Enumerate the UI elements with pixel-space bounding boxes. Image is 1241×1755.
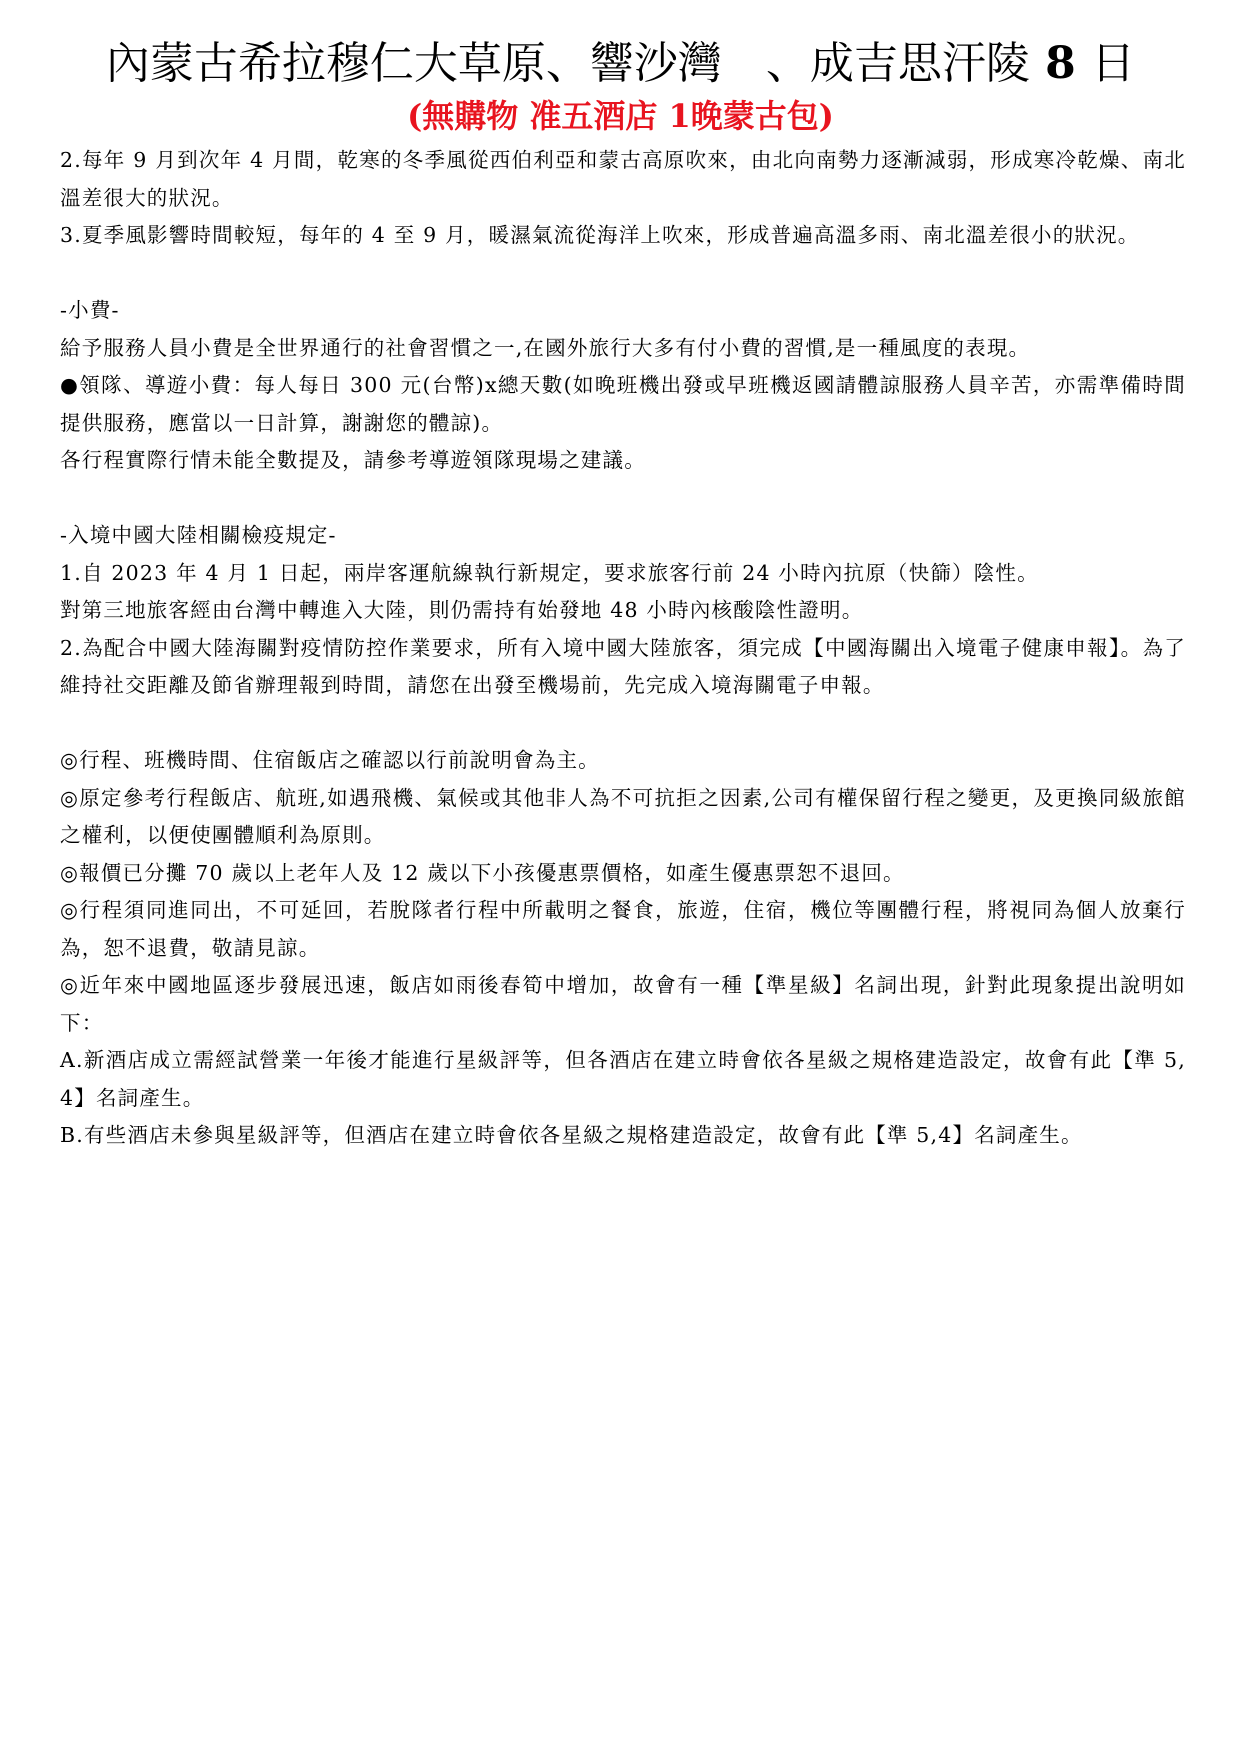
quarantine-paragraph-3: 2.為配合中國大陸海關對疫情防控作業要求，所有入境中國大陸旅客，須完成【中國海關出入境電子健康申報】。為了維持社交距離及節省辦理報到時間，請您在出發至機場前，先完成入境海關電子申報。 xyxy=(60,635,1186,697)
note-4: ◎行程須同進同出，不可延回，若脫隊者行程中所載明之餐食，旅遊，住宿，機位等團體行程，將視同為個人放棄行為，恕不退費，敬請見諒。 xyxy=(60,898,1186,960)
page-subtitle: (無購物 准五酒店 1晚蒙古包) xyxy=(407,97,834,135)
document-body xyxy=(60,142,1186,1155)
quarantine-heading: -入境中國大陸相關檢疫規定- xyxy=(60,523,337,547)
note-1: ◎行程、班機時間、住宿飯店之確認以行前說明會為主。 xyxy=(60,748,600,772)
quarantine-paragraph-1: 1.自 2023 年 4 月 1 日起，兩岸客運航線執行新規定，要求旅客行前 24 小時內抗原（快篩）陰性。 xyxy=(60,560,1039,585)
tips-heading: -小費- xyxy=(60,298,120,322)
title-text: 內蒙古希拉穆仁大草原、響沙灣 、成吉思汗陵 xyxy=(105,38,1030,89)
note-5: ◎近年來中國地區逐步發展迅速，飯店如雨後春筍中增加，故會有一種【準星級】名詞出現，針對此現象提出說明如下： xyxy=(60,973,1186,1035)
tips-paragraph-2: ●領隊、導遊小費：每人每日 300 元(台幣)x總天數(如晚班機出發或早班機返國請體諒服務人員辛苦，亦需準備時間提供服務，應當以一日計算，謝謝您的體諒)。 xyxy=(60,373,1186,435)
tips-paragraph-1: 給予服務人員小費是全世界通行的社會習慣之一,在國外旅行大多有付小費的習慣,是一種風度的表現。 xyxy=(60,335,1031,360)
note-3: ◎報價已分攤 70 歲以上老年人及 12 歲以下小孩優惠票價格，如產生優惠票恕不退回。 xyxy=(60,860,905,885)
section-spacer xyxy=(60,480,1186,518)
note-5-item-b: B.有些酒店未參與星級評等，但酒店在建立時會依各星級之規格建造設定，故會有此【準 5,4】名詞產生。 xyxy=(60,1123,1083,1147)
page-title xyxy=(0,36,1241,92)
note-2: ◎原定參考行程飯店、航班,如遇飛機、氣候或其他非人為不可抗拒之因素,公司有權保留行程之變更，及更換同級旅館之權利，以便使團體順利為原則。 xyxy=(60,785,1186,847)
climate-paragraph-3: 3.夏季風影響時間較短，每年的 4 至 9 月，暖濕氣流從海洋上吹來，形成普遍高溫多雨、南北溫差很小的狀況。 xyxy=(60,223,1140,247)
title-days-number: 8 xyxy=(1029,38,1092,89)
quarantine-paragraph-2: 對第三地旅客經由台灣中轉進入大陸，則仍需持有始發地 48 小時內核酸陰性證明。 xyxy=(60,598,864,622)
climate-paragraph-2: 2.每年 9 月到次年 4 月間，乾寒的冬季風從西伯利亞和蒙古高原吹來，由北向南勢力逐漸減弱，形成寒冷乾燥、南北溫差很大的狀況。 xyxy=(60,148,1186,210)
title-days-unit: 日 xyxy=(1091,38,1136,89)
section-spacer xyxy=(60,255,1186,293)
section-spacer xyxy=(60,705,1186,743)
tips-paragraph-3: 各行程實際行情未能全數提及，請參考導遊領隊現場之建議。 xyxy=(60,448,646,472)
note-5-item-a: A.新酒店成立需經試營業一年後才能進行星級評等，但各酒店在建立時會依各星級之規格建造設定，故會有此【準 5, 4】名詞產生。 xyxy=(60,1048,1186,1110)
